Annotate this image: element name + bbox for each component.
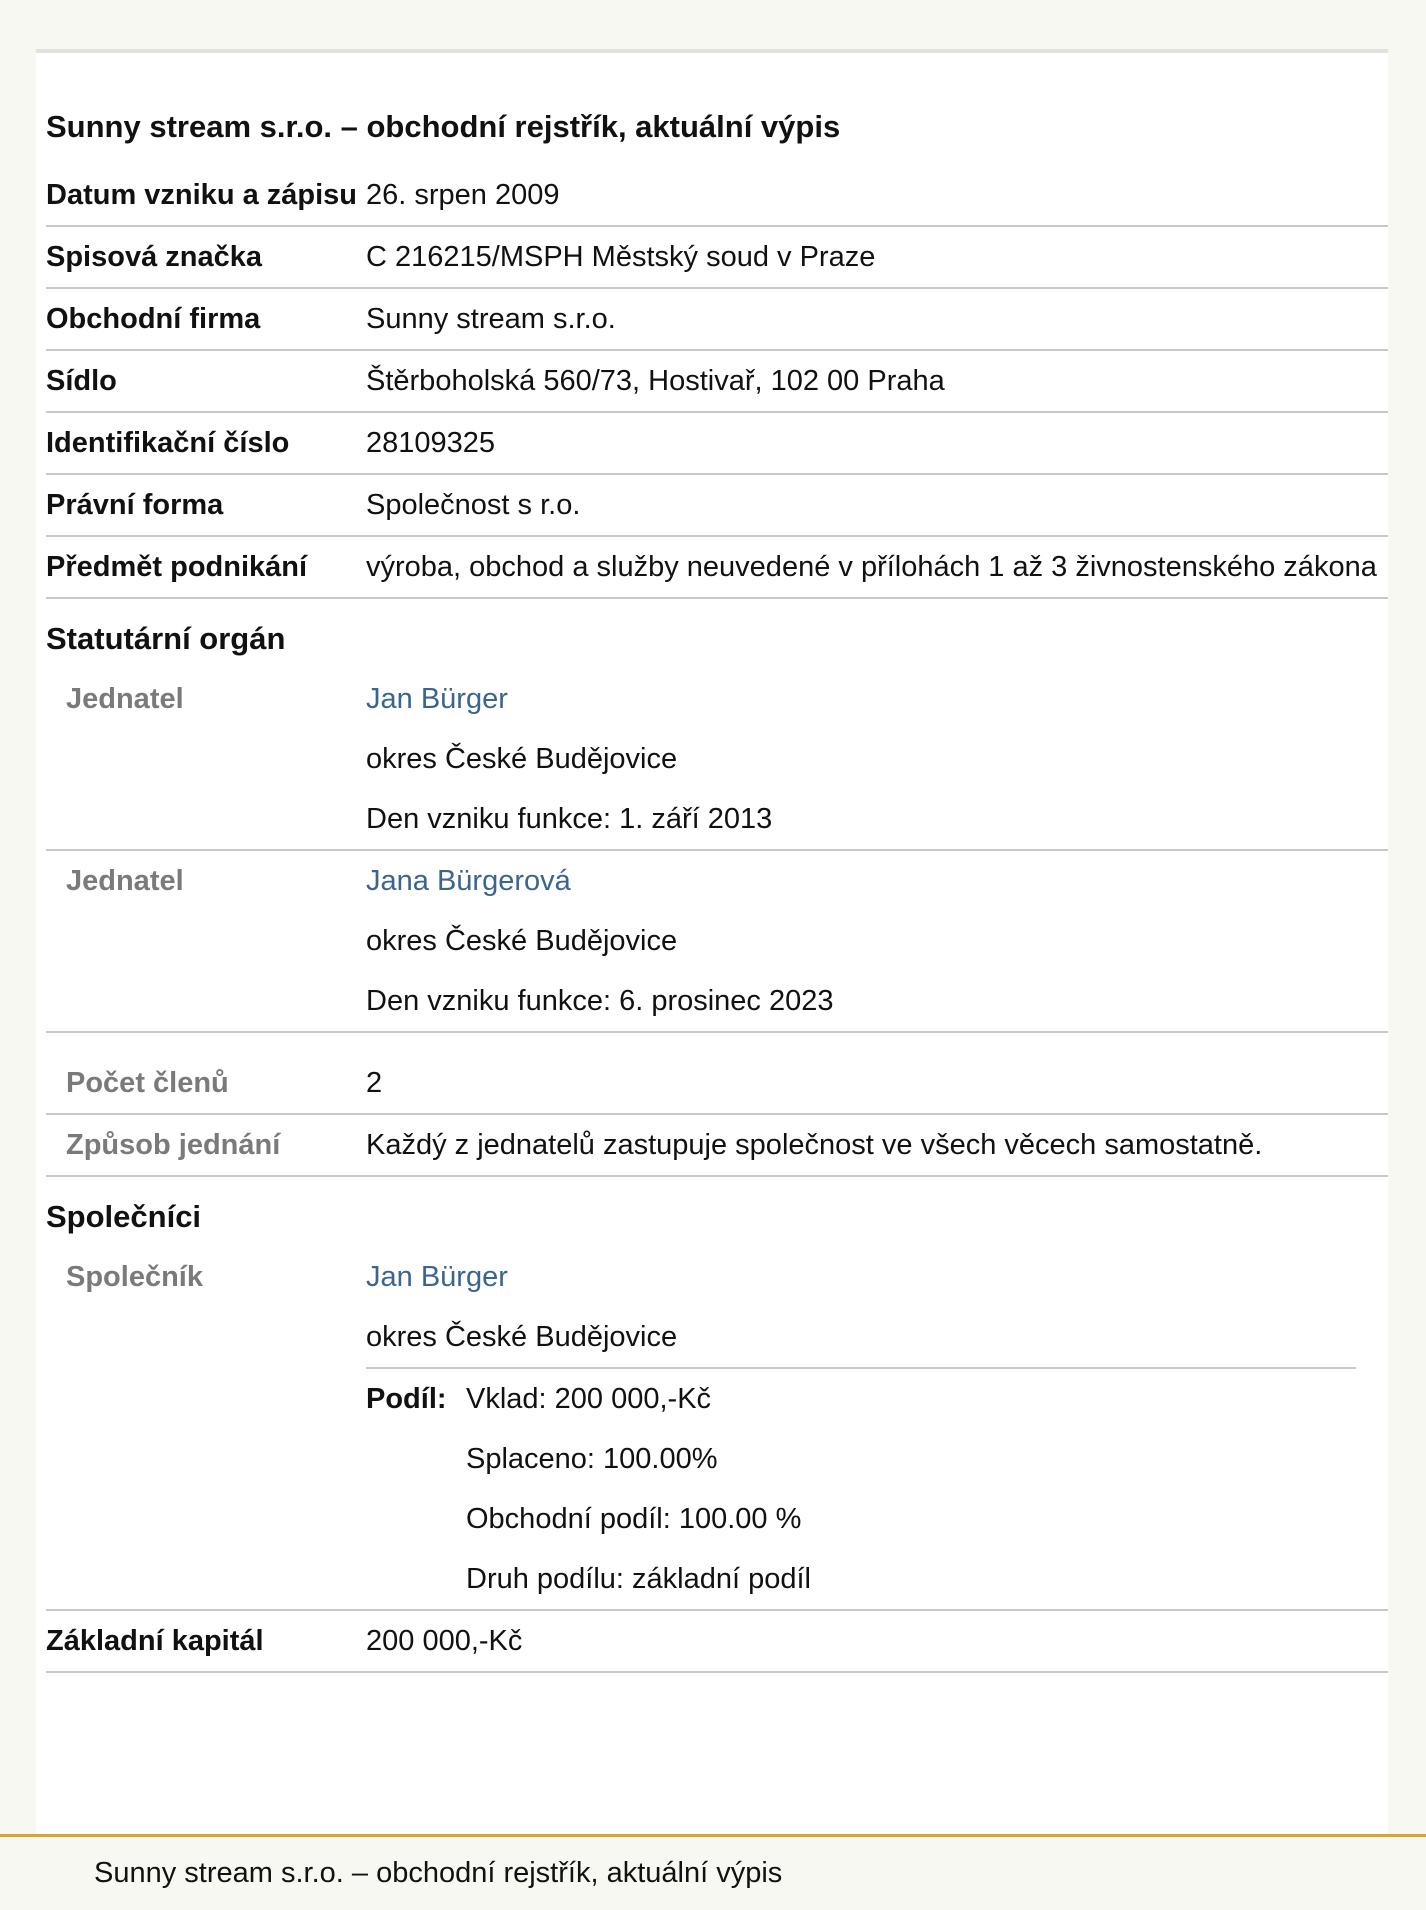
field-label: Identifikační číslo [46, 427, 290, 459]
field-label: Počet členů [66, 1067, 229, 1099]
partner-district: okres České Budějovice [366, 1321, 678, 1353]
field-label: Právní forma [46, 489, 224, 521]
member-name-link[interactable]: Jana Bürgerová [366, 865, 571, 897]
member-district: okres České Budějovice [366, 743, 678, 775]
field-value: Štěrboholská 560/73, Hostivař, 102 00 Praha [366, 365, 945, 397]
field-value: Sunny stream s.r.o. [366, 303, 616, 335]
member-details [366, 669, 1388, 849]
share-type: Druh podílu: základní podíl [466, 1563, 811, 1595]
field-value: 26. srpen 2009 [366, 179, 560, 211]
share-business-share: Obchodní podíl: 100.00 % [466, 1503, 802, 1535]
field-row-capital [46, 1611, 1388, 1673]
partner-details [366, 1247, 1388, 1609]
field-row-file-number [46, 227, 1388, 289]
field-value: C 216215/MSPH Městský soud v Praze [366, 241, 876, 273]
member-since: Den vzniku funkce: 1. září 2013 [366, 803, 773, 835]
partner-name-link[interactable]: Jan Bürger [366, 1261, 508, 1293]
page-footer [0, 1834, 1426, 1910]
field-value: 2 [366, 1067, 383, 1099]
page-title: Sunny stream s.r.o. – obchodní rejstřík, aktuální výpis [46, 109, 841, 144]
field-label: Spisová značka [46, 241, 262, 273]
field-value: výroba, obchod a služby neuvedené v přílohách 1 až 3 živnostenského zákona [366, 551, 1377, 583]
field-label: Způsob jednání [66, 1129, 281, 1161]
register-card [36, 49, 1388, 1834]
footer-title: Sunny stream s.r.o. – obchodní rejstřík, aktuální výpis [94, 1857, 783, 1889]
field-label: Obchodní firma [46, 303, 261, 335]
field-row-business-subject [46, 537, 1388, 599]
field-value: 28109325 [366, 427, 496, 459]
member-since: Den vzniku funkce: 6. prosinec 2023 [366, 985, 834, 1017]
member-district: okres České Budějovice [366, 925, 678, 957]
member-details [366, 851, 1388, 1031]
member-role: Jednatel [66, 683, 184, 715]
section-title-statutory: Statutární orgán [46, 621, 286, 656]
section-title-partners: Společníci [46, 1199, 202, 1234]
register-content [46, 101, 1388, 1673]
field-label: Základní kapitál [46, 1625, 264, 1657]
members-count-row [46, 1033, 1388, 1115]
partner-role: Společník [66, 1261, 203, 1293]
share-paid: Splaceno: 100.00% [466, 1443, 718, 1475]
field-value: 200 000,-Kč [366, 1625, 523, 1657]
field-label: Předmět podnikání [46, 551, 308, 583]
field-row-ico [46, 413, 1388, 475]
field-value: Společnost s r.o. [366, 489, 581, 521]
field-label: Datum vzniku a zápisu [46, 179, 358, 211]
partner-row [46, 1247, 1388, 1611]
member-name-link[interactable]: Jan Bürger [366, 683, 508, 715]
member-role: Jednatel [66, 865, 184, 897]
field-label: Sídlo [46, 365, 117, 397]
share-lines [466, 1369, 811, 1609]
statutory-member-row [46, 851, 1388, 1033]
share-label: Podíl: [366, 1383, 447, 1415]
field-row-seat [46, 351, 1388, 413]
field-row-legal-form [46, 475, 1388, 537]
statutory-member-row [46, 669, 1388, 851]
field-row-founded [46, 165, 1388, 227]
field-value: Každý z jednatelů zastupuje společnost ve všech věcech samostatně. [366, 1129, 1263, 1161]
conduct-row [46, 1115, 1388, 1177]
share-deposit: Vklad: 200 000,-Kč [466, 1383, 712, 1415]
share-block [366, 1367, 1356, 1609]
field-row-company-name [46, 289, 1388, 351]
